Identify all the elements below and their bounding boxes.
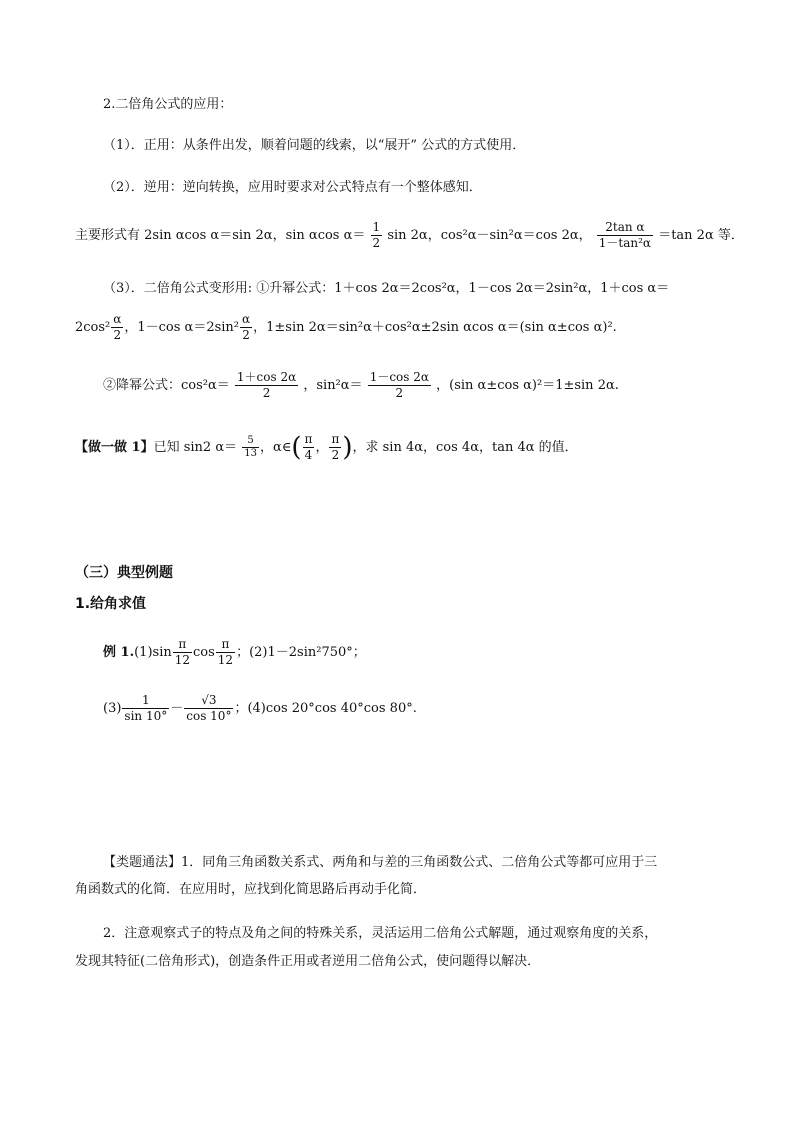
fraction-numerator: α: [113, 312, 122, 326]
fraction-denominator: 2: [111, 327, 123, 343]
fraction-numerator: 5: [247, 434, 254, 446]
fraction-numerator: 1＋cos 2α: [236, 370, 297, 384]
fraction-numerator: π: [304, 432, 313, 446]
fraction-numerator: √3: [201, 693, 217, 707]
fraction-denominator: 4: [303, 447, 315, 463]
fraction-tan-double: [597, 220, 653, 251]
fraction-pi-quarter: [303, 432, 315, 463]
summary-line3: 2．注意观察式子的特点及角之间的特殊关系，灵活运用二倍角公式解题，通过观察角度的关系，: [103, 926, 658, 941]
summary-line2: 角函数式的化简．在应用时，应找到化简思路后再动手化简．: [75, 882, 427, 897]
item2-text: （2）．逆用：逆向转换，应用时要求对公式特点有一个整体感知．: [103, 180, 482, 195]
minus-sign: －: [170, 701, 184, 716]
try-it-label: 【做一做 1】: [75, 440, 154, 455]
item3-line3-part2: ，sin²α＝: [303, 378, 363, 393]
item3-line2: [75, 312, 617, 343]
summary-line4: 发现其特征(二倍角形式)，创造条件正用或者逆用二倍角公式，使问题得以解决．: [75, 954, 541, 969]
fraction-denominator: sin 10°: [124, 709, 168, 723]
fraction-sqrt3-over-cos10: [184, 693, 233, 724]
section2-title: 2.二倍角公式的应用：: [103, 97, 233, 112]
fraction-denominator: 12: [217, 653, 234, 667]
fraction-pi-twelfth: [173, 637, 192, 668]
item3-line2-part3: ，1±sin 2α＝sin²α＋cos²α±2sin αcos α＝(sin α±cos α)².: [253, 320, 617, 335]
example1-line2-part3: ；(4)cos 20°cos 40°cos 80°.: [234, 701, 417, 716]
right-paren: ): [342, 432, 353, 463]
example1-line1: [103, 637, 366, 668]
fraction-alpha-half: [111, 312, 123, 343]
main-forms-line: [75, 220, 744, 251]
fraction-denominator: 12: [174, 653, 191, 667]
fraction-denominator: cos 10°: [186, 709, 232, 723]
example-label: 例 1.: [103, 645, 135, 660]
item1-text: （1）．正用：从条件出发，顺着问题的线索，以“展开” 公式的方式使用．: [103, 138, 526, 153]
fraction-one-over-sin10: [122, 693, 169, 724]
summary-line1: 【类题通法】1．同角三角函数关系式、两角和与差的三角函数公式、二倍角公式等都可应用于三: [103, 855, 658, 870]
item3-line2-part2: ，1－cos α＝2sin²: [124, 320, 240, 335]
fraction-five-thirteenths: [242, 435, 259, 461]
example1-line2: [103, 693, 417, 724]
fraction-numerator: 1: [372, 220, 381, 234]
interval-separator: ，: [315, 440, 329, 455]
try-it-line: [75, 432, 578, 463]
fraction-numerator: π: [178, 637, 187, 651]
item3-line3-part1: ②降幂公式：cos²α＝: [103, 378, 230, 393]
fraction-cos-square: [235, 370, 298, 401]
item3-line3-part3: ，(sin α±cos α)²＝1±sin 2α.: [436, 378, 619, 393]
fraction-denominator: 2: [372, 236, 381, 250]
fraction-numerator: 2tan α: [605, 220, 645, 234]
fraction-alpha-half: [240, 312, 252, 343]
main-forms-middle: sin 2α，cos²α－sin²α＝cos 2α，: [387, 228, 592, 243]
fraction-half: [371, 220, 383, 251]
example1-part1: (1)sin: [134, 645, 172, 660]
try-it-part1: 已知 sin2 α＝: [153, 440, 238, 455]
item3-line2-part1: 2cos²: [75, 320, 111, 335]
fraction-pi-half: [329, 432, 341, 463]
section3-title: （三）典型例题: [75, 565, 173, 581]
example1-part3: ；(2)1－2sin²750°；: [236, 645, 366, 660]
item3-line3: [103, 370, 619, 401]
fraction-numerator: 1: [142, 693, 150, 707]
fraction-numerator: α: [242, 312, 251, 326]
fraction-numerator: 1－cos 2α: [369, 370, 429, 384]
main-forms-prefix: 主要形式有 2sin αcos α＝sin 2α，sin αcos α＝: [75, 228, 366, 243]
item3-line1: （3）．二倍角公式变形用: ①升幂公式：1＋cos 2α＝2cos²α，1－cos 2α＝2sin²α，1＋cos α＝: [103, 281, 670, 296]
fraction-denominator: 1－tan²α: [598, 236, 652, 250]
fraction-denominator: 2: [235, 385, 298, 401]
fraction-denominator: 2: [329, 447, 341, 463]
fraction-denominator: 2: [368, 385, 431, 401]
fraction-numerator: π: [331, 432, 340, 446]
fraction-denominator: 2: [240, 327, 252, 343]
try-it-part3: ，求 sin 4α，cos 4α，tan 4α 的值．: [352, 440, 578, 455]
try-it-part2: ，α∈: [259, 440, 292, 455]
fraction-sin-square: [368, 370, 431, 401]
example1-line2-part1: (3): [103, 701, 122, 716]
fraction-numerator: π: [221, 637, 230, 651]
left-paren: (: [291, 432, 302, 463]
fraction-denominator: 13: [244, 448, 257, 459]
example1-part2: cos: [193, 645, 215, 660]
subsection-given-angle: 1.给角求值: [75, 596, 147, 612]
fraction-pi-twelfth: [216, 637, 235, 668]
main-forms-suffix: ＝tan 2α 等．: [658, 228, 744, 243]
